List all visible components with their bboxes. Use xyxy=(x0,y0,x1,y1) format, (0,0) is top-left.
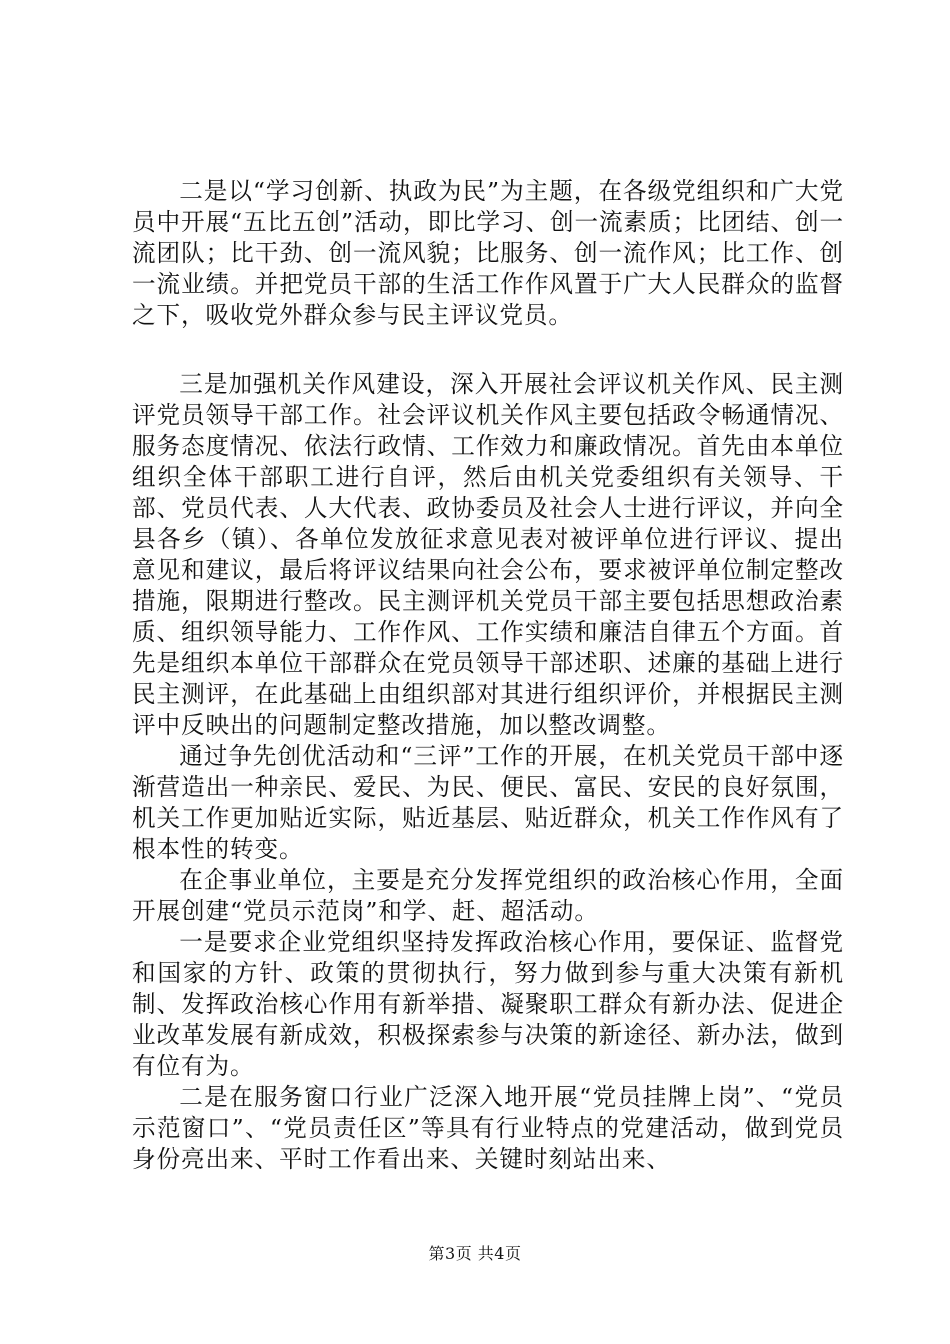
paragraph-5: 一是要求企业党组织坚持发挥政治核心作用，要保证、监督党和国家的方针、政策的贯彻执行，努力做到参与重大决策有新机制、发挥政治核心作用有新举措、凝聚职工群众有新办法、促进企业改革发展有新成效，积极探索参与决策的新途径、新办法，做到有位有为。 xyxy=(132,928,844,1080)
paragraph-4: 在企事业单位，主要是充分发挥党组织的政治核心作用，全面开展创建“党员示范岗”和学、赶、超活动。 xyxy=(132,866,844,925)
paragraph-1: 二是以“学习创新、执政为民”为主题，在各级党组织和广大党员中开展“五比五创”活动，即比学习、创一流素质；比团结、创一流团队；比干劲、创一流风貌；比服务、创一流作风；比工作、创一流业绩。并把党员干部的生活工作作风置于广大人民群众的监督之下，吸收党外群众参与民主评议党员。 xyxy=(132,177,844,329)
document-body xyxy=(132,176,844,1175)
paragraph-spacer xyxy=(132,331,844,369)
page-number-footer: 第3页 共4页 xyxy=(428,1244,522,1263)
paragraph-2: 三是加强机关作风建设，深入开展社会评议机关作风、民主测评党员领导干部工作。社会评议机关作风主要包括政令畅通情况、服务态度情况、依法行政情、工作效力和廉政情况。首先由本单位组织全体干部职工进行自评，然后由机关党委组织有关领导、干部、党员代表、人大代表、政协委员及社会人士进行评议，并向全县各乡（镇）、各单位发放征求意见表对被评单位进行评议、提出意见和建议，最后将评议结果向社会公布，要求被评单位制定整改措施，限期进行整改。民主测评机关党员干部主要包括思想政治素质、组织领导能力、工作作风、工作实绩和廉洁自律五个方面。首先是组织本单位干部群众在党员领导干部述职、述廉的基础上进行民主测评，在此基础上由组织部对其进行组织评价，并根据民主测评中反映出的问题制定整改措施，加以整改调整。 xyxy=(132,370,844,739)
paragraph-6: 二是在服务窗口行业广泛深入地开展“党员挂牌上岗”、“党员示范窗口”、“党员责任区”等具有行业特点的党建活动，做到党员身份亮出来、平时工作看出来、关键时刻站出来、 xyxy=(132,1083,844,1173)
paragraph-3: 通过争先创优活动和“三评”工作的开展，在机关党员干部中逐渐营造出一种亲民、爱民、为民、便民、富民、安民的良好氛围，机关工作更加贴近实际，贴近基层、贴近群众，机关工作作风有了根本性的转变。 xyxy=(132,742,844,863)
